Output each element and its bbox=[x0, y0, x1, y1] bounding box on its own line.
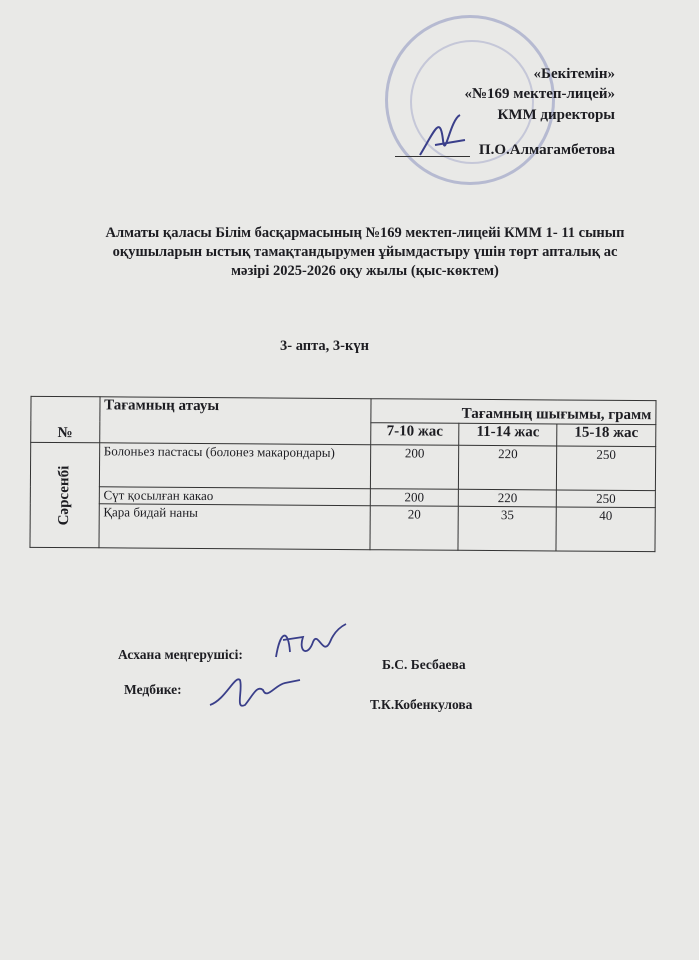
dish-name: Болоньез пастасы (болонез макарондары) bbox=[99, 443, 370, 489]
director-signature bbox=[415, 110, 475, 165]
portion-7-10: 20 bbox=[370, 506, 459, 551]
week-day-label: 3- апта, 3-күн bbox=[280, 338, 369, 354]
header-age-7-10: 7-10 жас bbox=[370, 423, 459, 446]
table-row bbox=[30, 503, 655, 551]
table-row bbox=[30, 442, 655, 490]
portion-15-18: 250 bbox=[556, 490, 655, 508]
title-line-1: Алматы қаласы Білім басқармасының №169 мектеп-лицейі КММ 1- 11 сынып bbox=[105, 225, 625, 241]
approval-line-2: «№169 мектеп-лицей» bbox=[464, 86, 615, 102]
header-age-11-14: 11-14 жас bbox=[459, 423, 557, 446]
title-line-2: оқушыларын ыстық тамақтандырумен ұйымдастыру үшін төрт апталық ас bbox=[112, 244, 618, 260]
dish-name: Сүт қосылған какао bbox=[99, 487, 370, 506]
nurse-name: Т.К.Кобенкулова bbox=[370, 697, 473, 712]
title-line-3: мәзірі 2025-2026 оқу жылы (қыс-көктем) bbox=[231, 263, 499, 279]
approval-line-3: КММ директоры bbox=[497, 107, 615, 123]
portion-11-14: 220 bbox=[459, 489, 557, 507]
header-age-15-18: 15-18 жас bbox=[557, 424, 656, 447]
kitchen-head-signature bbox=[268, 622, 353, 667]
director-name: П.О.Алмагамбетова bbox=[478, 142, 615, 158]
portion-7-10: 200 bbox=[370, 489, 459, 507]
kitchen-head-name: Б.С. Бесбаева bbox=[382, 657, 466, 672]
kitchen-head-label: Асхана меңгерушісі: bbox=[118, 647, 243, 662]
nurse-signature bbox=[205, 665, 305, 720]
header-dish-name: Тағамның атауы bbox=[99, 397, 370, 445]
day-cell bbox=[30, 442, 99, 547]
portion-11-14: 35 bbox=[458, 506, 556, 551]
portion-15-18: 40 bbox=[556, 507, 655, 552]
header-number: № bbox=[31, 396, 100, 442]
approval-line-1: «Бекітемін» bbox=[533, 66, 615, 82]
menu-table bbox=[29, 396, 656, 552]
nurse-label: Медбике: bbox=[124, 682, 182, 697]
portion-15-18: 250 bbox=[556, 446, 655, 491]
dish-name: Қара бидай наны bbox=[99, 504, 370, 550]
portion-11-14: 220 bbox=[459, 445, 557, 490]
day-label: Сәрсенбі bbox=[55, 465, 73, 525]
portion-7-10: 200 bbox=[370, 445, 459, 490]
header-yield: Тағамның шығымы, грамм bbox=[371, 399, 657, 425]
